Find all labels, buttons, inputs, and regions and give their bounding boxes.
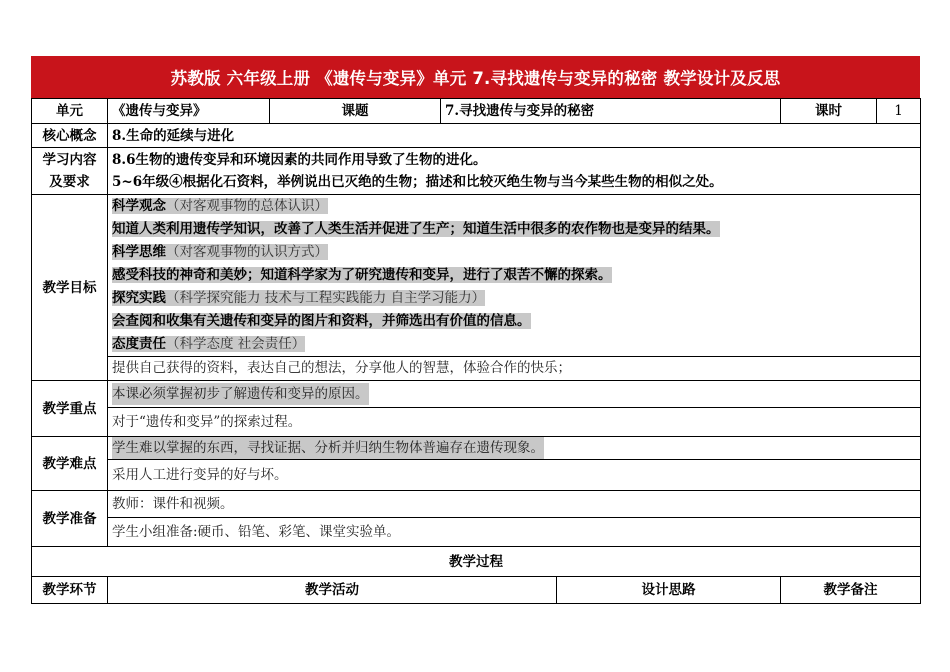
goal2-text: 感受科技的神奇和美妙；知道科学家为了研究遗传和变异，进行了艰苦不懈的探索。: [112, 267, 612, 283]
lesson-label: 课题: [270, 99, 441, 124]
process-columns-row: [32, 577, 921, 604]
goals-row: [32, 195, 921, 381]
goal4-heading: [112, 333, 916, 356]
content-line1: 8.6生物的遗传变异和环境因素的共同作用导致了生物的进化。: [112, 152, 487, 168]
key-points-label: 教学重点: [32, 381, 108, 437]
preparation-content: [108, 491, 921, 547]
difficulties-line2: 采用人工进行变异的好与坏。: [112, 467, 288, 483]
process-col-stage: 教学环节: [32, 577, 108, 604]
hours-value: 1: [877, 99, 921, 124]
core-concept-label: 核心概念: [32, 124, 108, 148]
goal4-text: 提供自己获得的资料，表达自己的想法，分享他人的智慧，体验合作的快乐；: [108, 356, 920, 380]
preparation-line2: 学生小组准备:硬币、铅笔、彩笔、课堂实验单。: [112, 524, 401, 540]
goal2-sub: （对客观事物的认识方式）: [166, 244, 328, 260]
goal3-text: 会查阅和收集有关遗传和变异的图片和资料，并筛选出有价值的信息。: [112, 313, 531, 329]
goal2-title: 科学思维: [112, 244, 166, 260]
content-label: [32, 148, 108, 195]
difficulties-line1: 学生难以掌握的东西，寻找证据、分析并归纳生物体普遍存在遗传现象。: [112, 437, 544, 459]
content-line2: 5~6年级④根据化石资料，举例说出已灭绝的生物；描述和比较灭绝生物与当今某些生物的相似之处。: [112, 174, 723, 190]
content-label-line1: 学习内容: [42, 152, 97, 168]
goals-content: [108, 195, 921, 381]
goal3-text-line: [112, 310, 916, 333]
key-points-line2: 对于“遗传和变异”的探索过程。: [112, 414, 302, 430]
preparation-line1: 教师：课件和视频。: [108, 491, 920, 518]
difficulties-label: 教学难点: [32, 437, 108, 491]
goal4-title: 态度责任: [112, 336, 166, 352]
difficulties-row: [32, 437, 921, 491]
goal1-text-line: [112, 218, 916, 241]
unit-label: 单元: [32, 99, 108, 124]
core-concept-row: [32, 124, 921, 148]
difficulties-content: [108, 437, 921, 491]
goal4-sub: （科学态度 社会责任）: [166, 336, 306, 352]
goal3-title: 探究实践: [112, 290, 166, 306]
key-points-line1: 本课必须掌握初步了解遗传和变异的原因。: [112, 383, 369, 405]
goal1-sub: （对客观事物的总体认识）: [166, 198, 328, 214]
process-col-activity: 教学活动: [108, 577, 557, 604]
process-col-design: 设计思路: [557, 577, 781, 604]
process-col-notes: 教学备注: [781, 577, 921, 604]
goal1-heading: [112, 195, 916, 218]
content-value: [108, 148, 921, 195]
goal1-title: 科学观念: [112, 198, 166, 214]
process-title-row: [32, 547, 921, 577]
goal3-sub: （科学探究能力 技术与工程实践能力 自主学习能力）: [166, 290, 486, 306]
goal2-heading: [112, 241, 916, 264]
key-points-row: [32, 381, 921, 437]
goal2-text-line: [112, 264, 916, 287]
content-row: [32, 148, 921, 195]
goal1-text: 知道人类利用遗传学知识，改善了人类生活并促进了生产；知道生活中很多的农作物也是变异的结果。: [112, 221, 720, 237]
key-points-content: [108, 381, 921, 437]
content-label-line2: 及要求: [49, 174, 90, 190]
info-row: [32, 99, 921, 124]
title-banner: 苏教版 六年级上册 《遗传与变异》单元 7.寻找遗传与变异的秘密 教学设计及反思: [31, 56, 920, 98]
lesson-plan-sheet: [31, 56, 920, 604]
lesson-value: 7.寻找遗传与变异的秘密: [441, 99, 781, 124]
process-title: 教学过程: [32, 547, 921, 577]
preparation-row: [32, 491, 921, 547]
core-concept-value: 8.生命的延续与进化: [108, 124, 921, 148]
lesson-plan-table: [31, 98, 921, 604]
goal3-heading: [112, 287, 916, 310]
preparation-label: 教学准备: [32, 491, 108, 547]
goals-label: 教学目标: [32, 195, 108, 381]
unit-value: 《遗传与变异》: [108, 99, 270, 124]
hours-label: 课时: [781, 99, 877, 124]
